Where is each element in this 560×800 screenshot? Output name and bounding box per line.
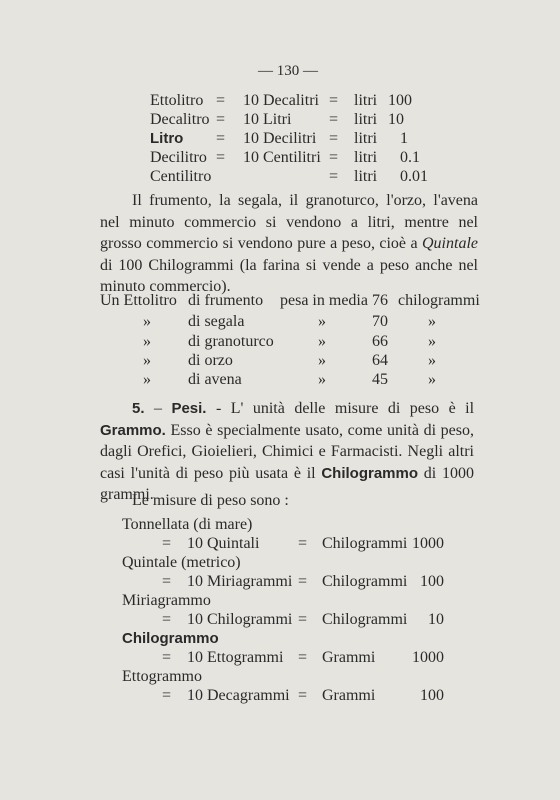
equals-sign: =: [329, 149, 339, 166]
quintale-italic: Quintale: [422, 235, 478, 252]
grain-value: 45: [372, 371, 388, 388]
grain-suffix: pesa in media: [280, 292, 368, 309]
volume-unit-name: Litro: [150, 130, 184, 147]
volume-unit-name: Ettolitro: [150, 92, 204, 109]
section-title: Pesi.: [171, 400, 207, 417]
section-text: Esso è specialmente usato, come unità di peso, dagli Orefici, Gioielieri, Chimici e Farmacisti. Negli altri casi l'unità di peso più usata è il: [100, 421, 474, 482]
section-number: 5.: [132, 400, 145, 417]
weight-sub-unit: 10 Decagrammi: [187, 687, 290, 704]
grain-intro: Un Ettolitro: [100, 292, 177, 309]
equals-sign: =: [216, 111, 226, 128]
weight-unit-name: Quintale (metrico): [122, 554, 241, 571]
section-text: L' unità delle misure di peso è il: [230, 400, 475, 417]
weight-value: 100: [420, 687, 444, 704]
paragraph-text: di 100 Chilogrammi (la farina si vende a peso anche nel minuto commercio).: [100, 256, 478, 295]
section-text: di 1000 grammi.: [100, 464, 474, 503]
volume-litri-value: 100: [388, 92, 412, 109]
grain-name: di segala: [188, 313, 245, 330]
weight-target-unit: Chilogrammi: [322, 611, 408, 628]
ditto-mark: »: [428, 371, 436, 388]
grain-value: 70: [372, 313, 388, 330]
weight-target-unit: Grammi: [322, 687, 376, 704]
equals-sign: =: [162, 573, 172, 590]
volume-unit-name: Centilitro: [150, 168, 212, 185]
grain-value: 64: [372, 352, 388, 369]
ditto-mark: »: [428, 352, 436, 369]
section-pesi: [100, 398, 474, 506]
ditto-mark: »: [143, 333, 151, 350]
grain-value: 76: [372, 292, 388, 309]
weight-value: 1000: [412, 649, 444, 666]
ditto-mark: »: [428, 333, 436, 350]
weight-sub-unit: 10 Quintali: [187, 535, 260, 552]
ditto-mark: »: [318, 371, 326, 388]
paragraph-text: Il frumento, la segala, il granoturco, l'orzo, l'avena nel minuto commercio si vendono a litri, mentre nel grosso commercio si vendono pure a peso, cioè a: [100, 192, 478, 252]
grain-name: di frumento: [188, 292, 264, 309]
ditto-mark: »: [428, 313, 436, 330]
weight-unit-name: Chilogrammo: [122, 630, 219, 647]
volume-unit-name: Decilitro: [150, 149, 207, 166]
volume-litri-value: 1: [400, 130, 408, 147]
grain-name: di granoturco: [188, 333, 274, 350]
equals-sign: =: [329, 92, 339, 109]
ditto-mark: »: [143, 352, 151, 369]
equals-sign: =: [329, 130, 339, 147]
ditto-mark: »: [318, 313, 326, 330]
weight-target-unit: Grammi: [322, 649, 376, 666]
volume-sub-unit: 10 Centilitri: [243, 149, 321, 166]
volume-sub-unit: 10 Decalitri: [243, 92, 319, 109]
volume-litri-label: litri: [354, 149, 378, 166]
weight-value: 10: [428, 611, 444, 628]
volume-unit-name: Decalitro: [150, 111, 210, 128]
weight-sub-unit: 10 Chilogrammi: [187, 611, 293, 628]
equals-sign: =: [298, 573, 308, 590]
volume-litri-label: litri: [354, 92, 378, 109]
ditto-mark: »: [143, 313, 151, 330]
equals-sign: =: [162, 535, 172, 552]
weight-target-unit: Chilogrammi: [322, 535, 408, 552]
weight-value: 100: [420, 573, 444, 590]
equals-sign: =: [162, 611, 172, 628]
ditto-mark: »: [143, 371, 151, 388]
equals-sign: =: [298, 611, 308, 628]
volume-litri-label: litri: [354, 130, 378, 147]
grain-name: di orzo: [188, 352, 233, 369]
grain-unit: chilogrammi: [398, 292, 480, 309]
volume-litri-label: litri: [354, 111, 378, 128]
grammo-bold: Grammo.: [100, 421, 166, 439]
weight-unit-name: Ettogrammo: [122, 668, 202, 685]
weight-sub-unit: 10 Ettogrammi: [187, 649, 284, 666]
volume-litri-value: 0.1: [400, 149, 420, 166]
grain-paragraph: [100, 190, 478, 298]
grain-name: di avena: [188, 371, 242, 388]
volume-sub-unit: 10 Litri: [243, 111, 292, 128]
equals-sign: =: [298, 535, 308, 552]
volume-litri-value: 10: [388, 111, 404, 128]
equals-sign: =: [216, 149, 226, 166]
section-dash: -: [215, 400, 222, 417]
equals-sign: =: [162, 649, 172, 666]
weight-value: 1000: [412, 535, 444, 552]
weight-sub-unit: 10 Miriagrammi: [187, 573, 293, 590]
grain-value: 66: [372, 333, 388, 350]
equals-sign: =: [162, 687, 172, 704]
page-number: — 130 —: [258, 63, 318, 79]
ditto-mark: »: [318, 333, 326, 350]
weights-intro: Le misure di peso sono :: [132, 492, 289, 509]
equals-sign: =: [216, 92, 226, 109]
weight-target-unit: Chilogrammi: [322, 573, 408, 590]
equals-sign: =: [329, 111, 339, 128]
chilogrammo-bold: Chilogrammo: [321, 464, 419, 482]
weight-unit-name: Miriagrammo: [122, 592, 211, 609]
equals-sign: =: [298, 687, 308, 704]
section-dash: –: [153, 400, 162, 417]
equals-sign: =: [216, 130, 226, 147]
volume-litri-value: 0.01: [400, 168, 428, 185]
equals-sign: =: [298, 649, 308, 666]
volume-sub-unit: 10 Decilitri: [243, 130, 317, 147]
weight-unit-name: Tonnellata (di mare): [122, 516, 253, 533]
volume-litri-label: litri: [354, 168, 378, 185]
ditto-mark: »: [318, 352, 326, 369]
equals-sign: =: [329, 168, 339, 185]
